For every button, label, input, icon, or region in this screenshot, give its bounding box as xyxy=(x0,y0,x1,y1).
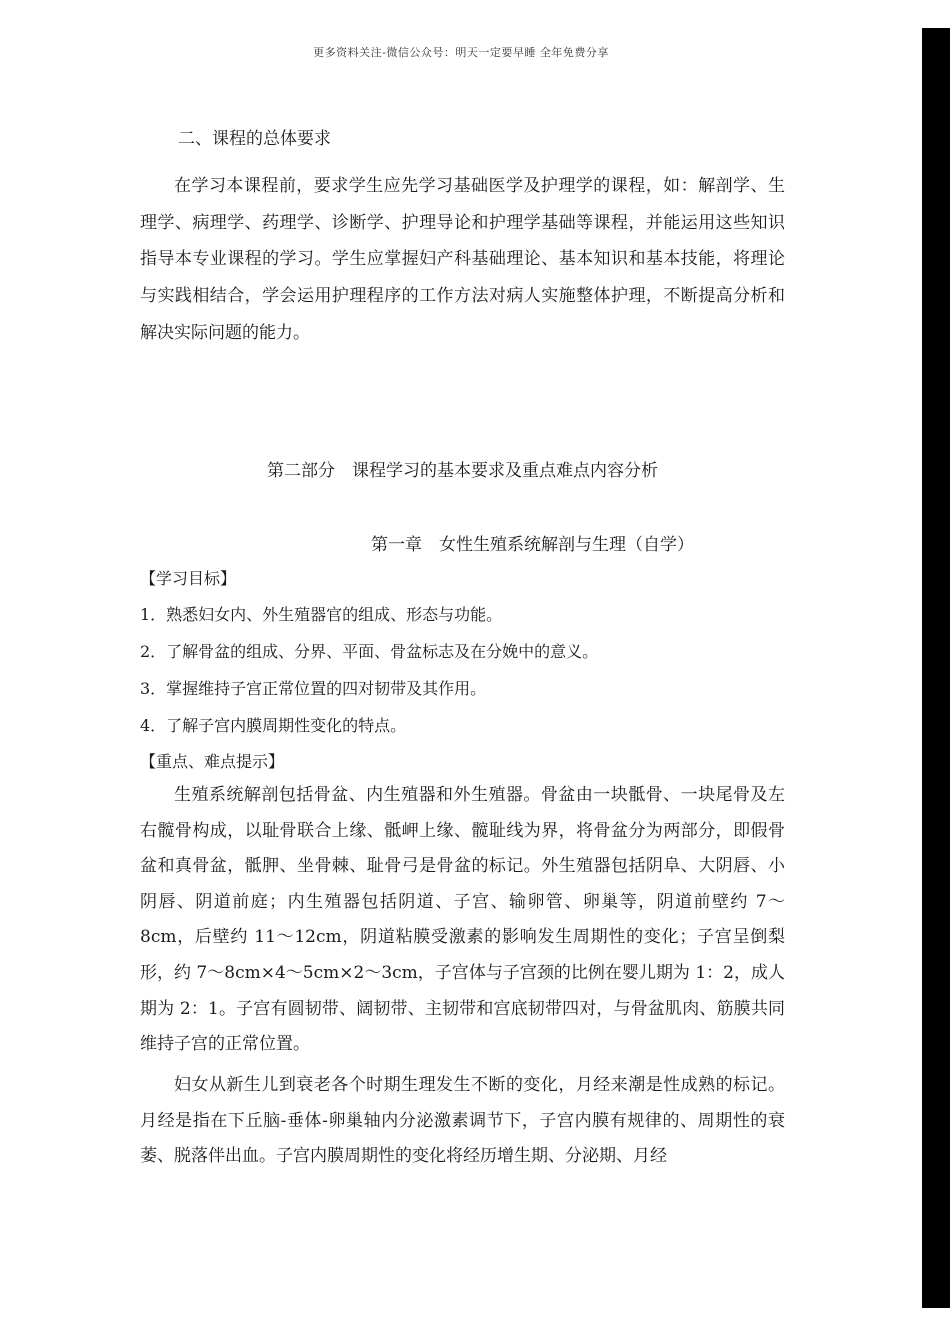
page-header-note: 更多资料关注-微信公众号：明天一定要早睡 全年免费分享 xyxy=(313,46,609,59)
keypoints-heading: 【重点、难点提示】 xyxy=(140,752,285,771)
part-title: 第二部分 课程学习的基本要求及重点难点内容分析 xyxy=(267,461,658,481)
goal-item: 2．了解骨盆的组成、分界、平面、骨盆标志及在分娩中的意义。 xyxy=(140,642,599,661)
keypoints-paragraph-2: 妇女从新生儿到衰老各个时期生理发生不断的变化，月经来潮是性成熟的标记。月经是指在下丘脑-垂体-卵巢轴内分泌激素调节下，子宫内膜有规律的、周期性的衰萎、脱落伴出血。子宫内膜周期性的变化将经历增生期、分泌期、月经 xyxy=(140,1075,785,1167)
page-edge-bar xyxy=(922,28,950,1308)
goal-item: 3．掌握维持子宫正常位置的四对韧带及其作用。 xyxy=(140,679,487,698)
goal-item: 4．了解子宫内膜周期性变化的特点。 xyxy=(140,716,407,735)
keypoints-paragraph-1: 生殖系统解剖包括骨盆、内生殖器和外生殖器。骨盆由一块骶骨、一块尾骨及左右髋骨构成，以耻骨联合上缘、骶岬上缘、髋耻线为界，将骨盆分为两部分，即假骨盆和真骨盆，骶胛、坐骨棘、耻骨弓是骨盆的标记。外生殖器包括阴阜、大阴唇、小阴唇、阴道前庭；内生殖器包括阴道、子宫、输卵管、卵巢等，阴道前壁约 7～8cm，后壁约 11～12cm，阴道粘膜受激素的影响发生周期性的变化；子宫呈倒梨形，约 7～8cm×4～5cm×2～3cm，子宫体与子宫颈的比例在婴儿期为 1：2，成人期为 2：1。子宫有圆韧带、阔韧带、主韧带和宫底韧带四对，与骨盆肌肉、筋膜共同维持子宫的正常位置。 xyxy=(140,785,785,1055)
chapter-title: 第一章 女性生殖系统解剖与生理（自学） xyxy=(371,535,694,555)
section-heading: 二、课程的总体要求 xyxy=(178,129,331,149)
learning-goals-heading: 【学习目标】 xyxy=(140,569,237,588)
section-paragraph: 在学习本课程前，要求学生应先学习基础医学及护理学的课程，如：解剖学、生理学、病理学、药理学、诊断学、护理导论和护理学基础等课程，并能运用这些知识指导本专业课程的学习。学生应掌握妇产科基础理论、基本知识和基本技能，将理论与实践相结合，学会运用护理程序的工作方法对病人实施整体护理，不断提高分析和解决实际问题的能力。 xyxy=(140,176,785,343)
goal-item: 1．熟悉妇女内、外生殖器官的组成、形态与功能。 xyxy=(140,605,503,624)
